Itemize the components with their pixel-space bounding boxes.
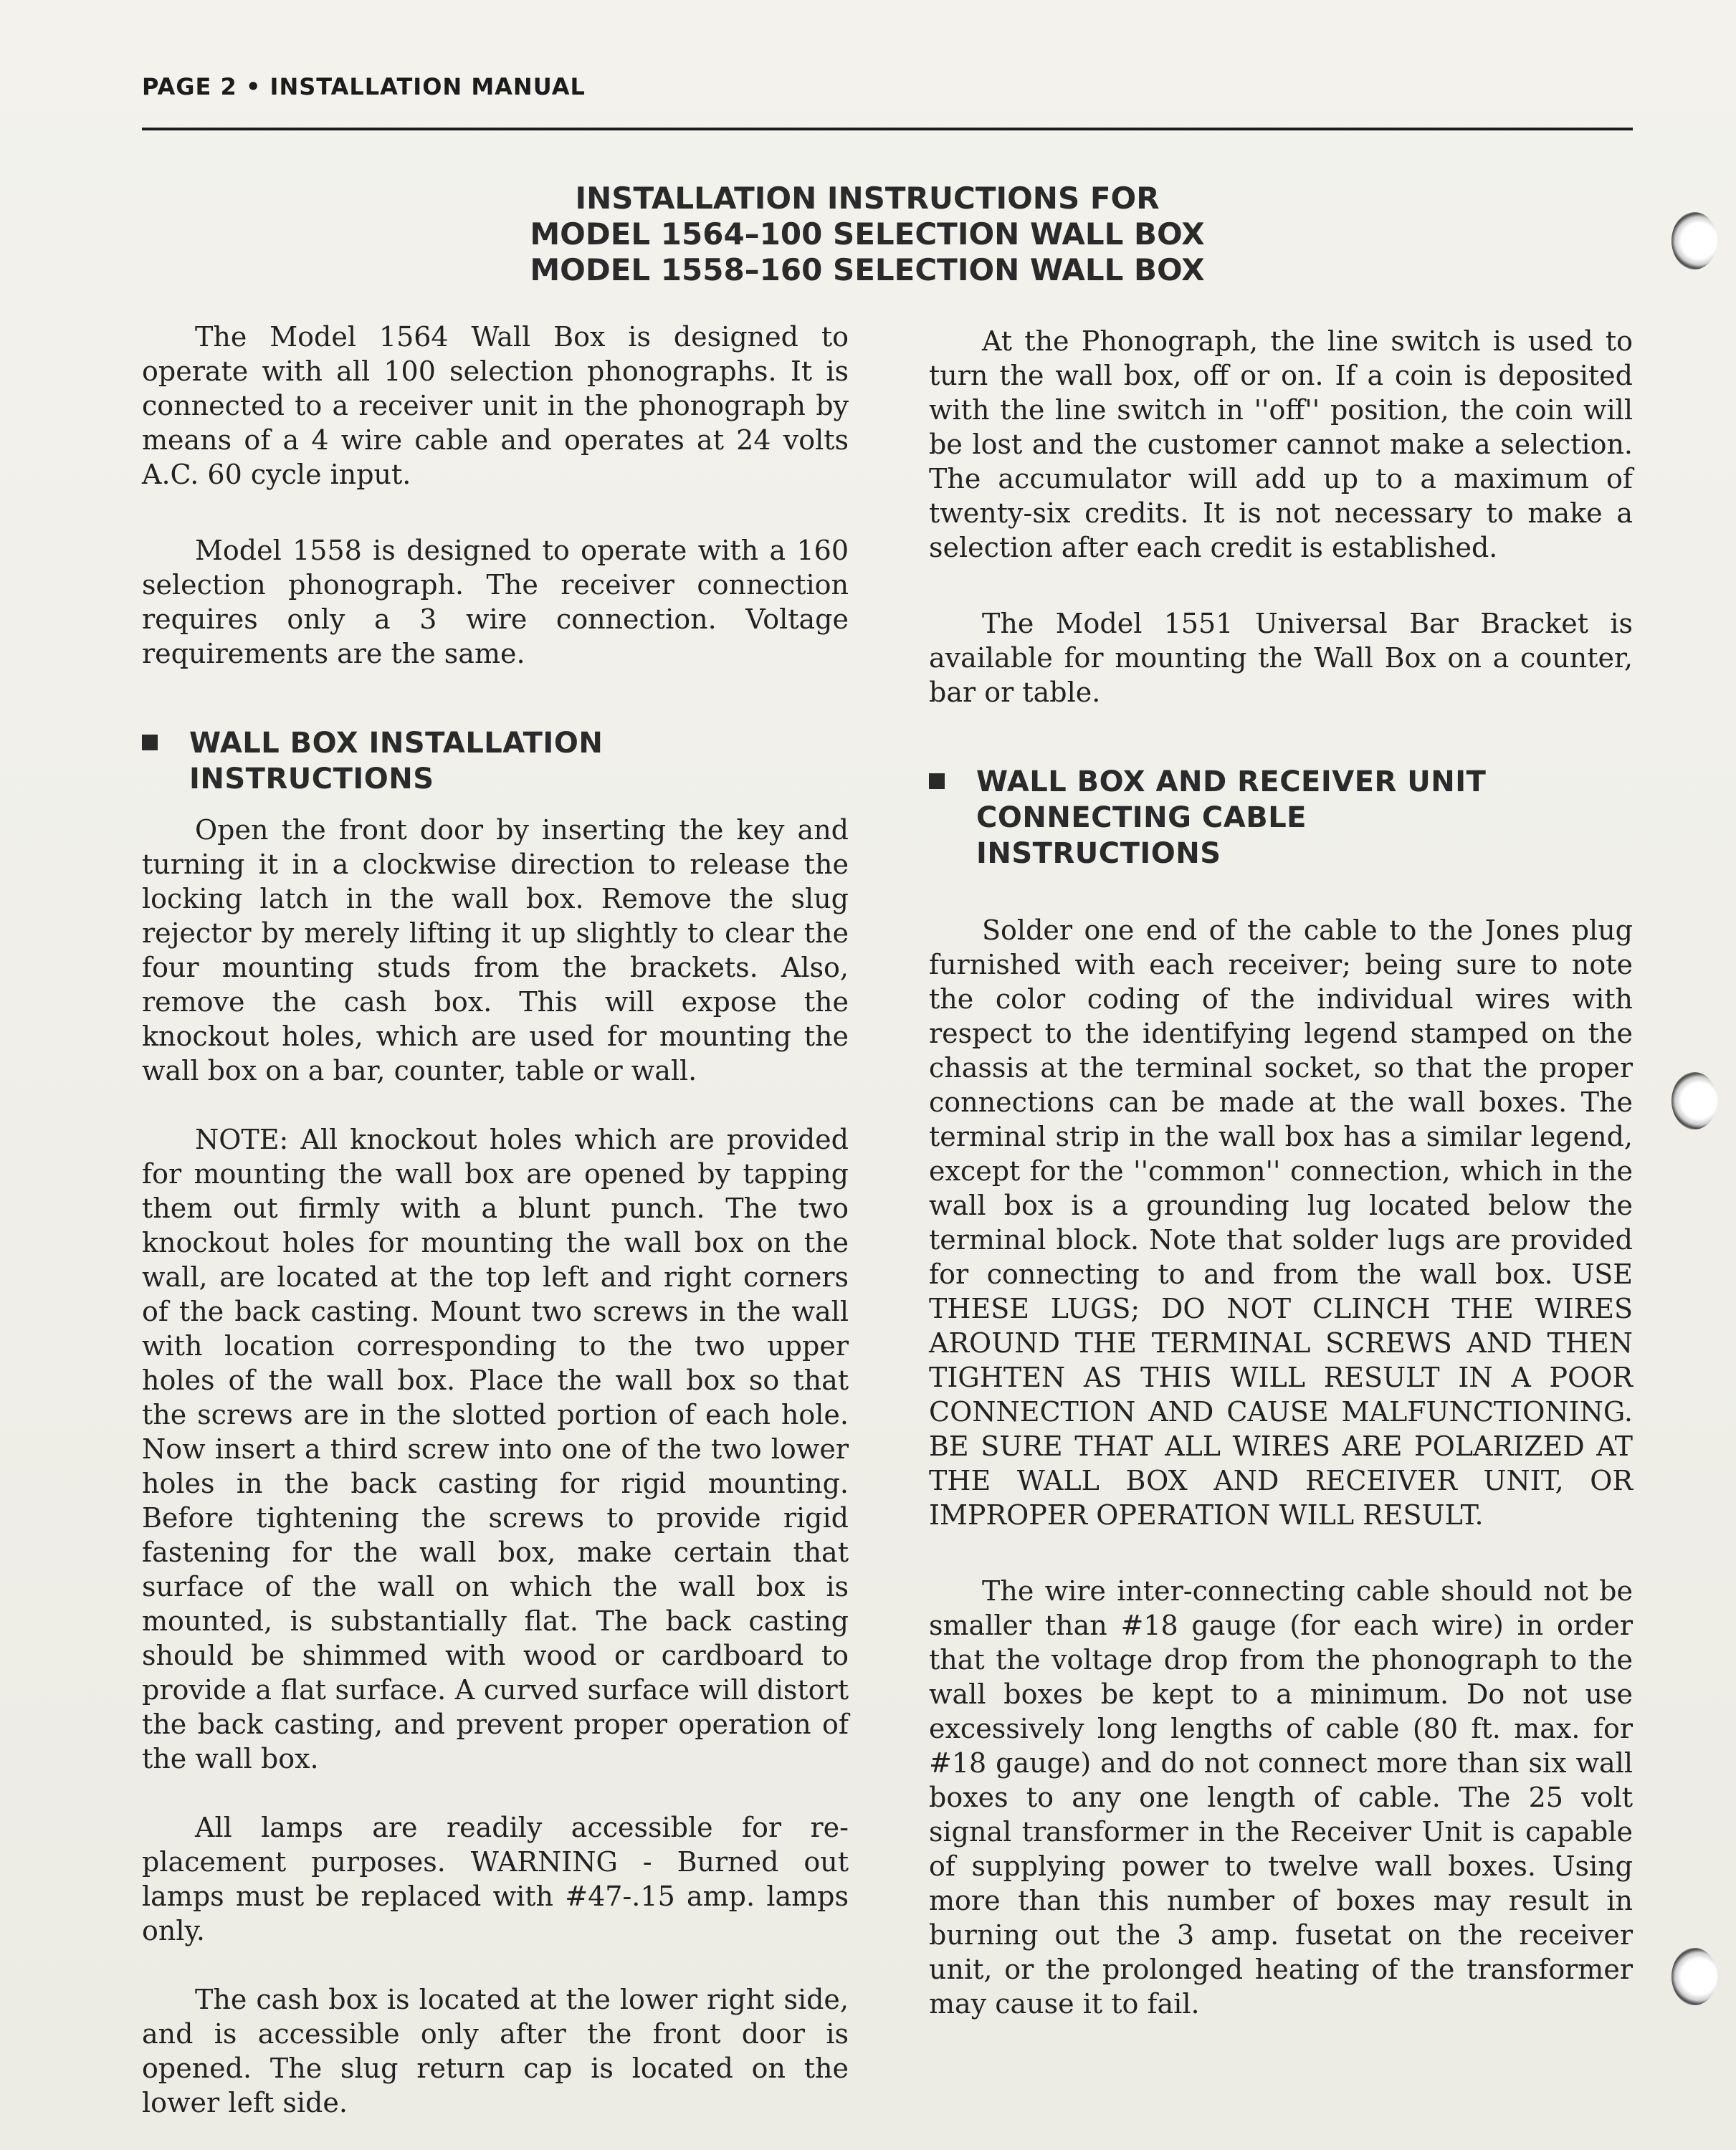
paragraph-open-front-door: Open the front door by inserting the key and turning it in a clockwise direction to release the locking latch in the wall box. Remove the slug rejector by merely lifting it up slightly to clear the four mounting studs from the brackets. Also, remove the cash box. This will expose the knockout holes, which are used for mounting the wall box on a bar, counter, table or wall. — [142, 814, 849, 1086]
paragraph-line-switch: At the Phonograph, the line switch is used to turn the wall box, off or on. If a coin is deposited with the line switch in ''off'' position, the coin will be lost and the customer cannot make a selection. The accumulator will add up to a maximum of twenty-six credits. It is not necessary to make a selection after each credit is established. — [929, 325, 1633, 563]
paragraph-wire-gauge: The wire inter-connecting cable should not be smaller than #18 gauge (for each wire) in order that the voltage drop from the phonograph to the wall boxes be kept to a minimum. Do not use excessively long lengths of cable (80 ft. max. for #18 gauge) and do not connect more than six wall boxes to any one length of cable. The 25 volt signal transformer in the Receiver Unit is capable of supplying power to twelve wall boxes. Using more than this number of boxes may result in burning out the 3 amp. fusetat on the receiver unit, or the prolonged heating of the transformer may cause it to fail. — [929, 1575, 1633, 2020]
paragraph-bar-bracket: The Model 1551 Universal Bar Bracket is available for mounting the Wall Box on a counter, bar or table. — [929, 608, 1633, 708]
document-title — [502, 181, 1233, 288]
paragraph-note-knockout-holes: NOTE: All knockout holes which are provided for mounting the wall box are opened by tapping them out firmly with a blunt punch. The two knockout holes for mounting the wall box on the wall, are located at the top left and right corners of the back casting. Mount two screws in the wall with location corresponding to the two upper holes of the wall box. Place the wall box so that the screws are in the slotted portion of each hole. Now insert a third screw into one of the two lower holes in the back casting for rigid mounting. Before tightening the screws to provide rigid fastening for the wall box, make certain that surface of the wall on which the wall box is mounted, is substantially flat. The back casting should be shimmed with wood or cardboard to provide a flat surface. A curved surface will distort the back casting, and prevent proper operation of the wall box. — [142, 1124, 849, 1774]
title-line-3: MODEL 1558–160 SELECTION WALL BOX — [530, 252, 1205, 287]
section-heading-text: WALL BOX AND RECEIVER UNIT CONNECTING CABLE INSTRUCTIONS — [976, 765, 1487, 870]
paragraph-cash-box: The cash box is located at the lower right side, and is accessible only after the front door is opened. The slug return cap is located on the lower left side. — [142, 1984, 849, 2118]
punch-hole-bottom — [1671, 1948, 1717, 2005]
paragraph-model-1558: Model 1558 is designed to operate with a 160 selection phonograph. The receiver connection requires only a 3 wire connection. Voltage requirements are the same. — [142, 535, 849, 669]
header-rule — [142, 128, 1633, 130]
paragraph-lamps: All lamps are readily accessible for replacement purposes. WARNING - Burned out lamps must be replaced with #47-.15 amp. lamps only. — [142, 1812, 849, 1946]
section-heading-wall-box-installation — [142, 725, 849, 797]
punch-hole-top — [1671, 212, 1717, 269]
section-heading-connecting-cable — [929, 764, 1633, 871]
paragraph-solder-cable: Solder one end of the cable to the Jones plug furnished with each receiver; being sure to note the color coding of the individual wires with respect to the identifying legend stamped on the chassis at the terminal socket, so that the proper connections can be made at the wall boxes. The terminal strip in the wall box has a similar legend, except for the ''common'' connection, which in the wall box is a grounding lug located below the terminal block. Note that solder lugs are provided for connecting to and from the wall box. USE THESE LUGS; DO NOT CLINCH THE WIRES AROUND THE TERMINAL SCREWS AND THEN TIGHTEN AS THIS WILL RESULT IN A POOR CONNECTION AND CAUSE MALFUNCTIONING. BE SURE THAT ALL WIRES ARE POLARIZED AT THE WALL BOX AND RECEIVER UNIT, OR IMPROPER OPERATION WILL RESULT. — [929, 914, 1633, 1531]
section-heading-text: WALL BOX INSTALLATION INSTRUCTIONS — [189, 727, 604, 796]
section-bullet-icon — [142, 735, 158, 750]
section-bullet-icon — [929, 773, 945, 789]
right-column — [929, 324, 1633, 2021]
paragraph-model-1564: The Model 1564 Wall Box is designed to operate with all 100 selection phonographs. It is connected to a receiver unit in the phonograph by means of a 4 wire cable and operates at 24 volts A.C. 60 cycle input. — [142, 321, 849, 490]
title-line-2: MODEL 1564–100 SELECTION WALL BOX — [530, 216, 1205, 252]
title-line-1: INSTALLATION INSTRUCTIONS FOR — [575, 181, 1160, 216]
punch-hole-middle — [1671, 1072, 1717, 1129]
left-column — [142, 320, 849, 2120]
running-head: PAGE 2 • INSTALLATION MANUAL — [142, 73, 586, 100]
